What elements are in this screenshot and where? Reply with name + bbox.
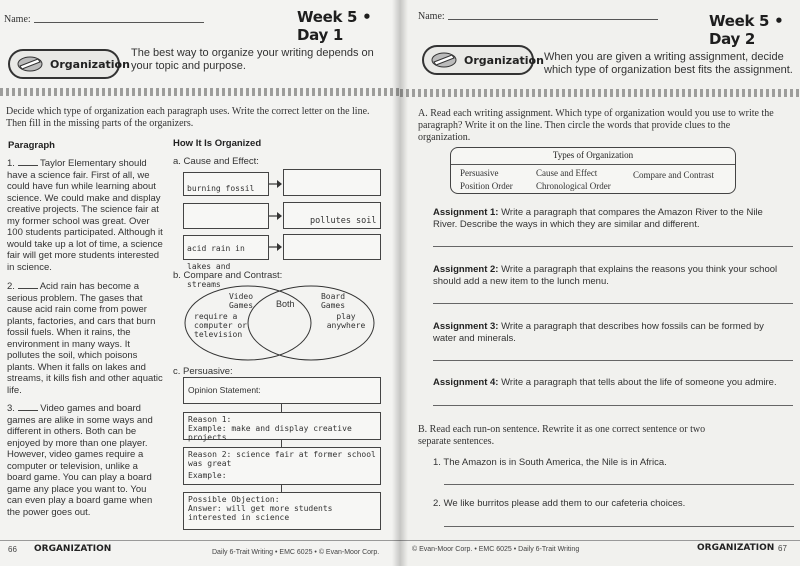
- venn-both: Both: [276, 299, 295, 309]
- name-line: [448, 19, 658, 20]
- runon-2: [433, 498, 783, 510]
- opinion-box[interactable]: [183, 377, 381, 404]
- connector-line: [281, 404, 282, 412]
- compare-contrast-label: b. Compare and Contrast:: [173, 270, 283, 281]
- runon-number: 2.: [433, 498, 441, 509]
- footer-divider: [400, 540, 800, 541]
- assignment-text: Write a paragraph that explains the reasons you think your school should add a new item to the lunch menu.: [433, 264, 778, 287]
- types-of-organization-box: [450, 147, 736, 194]
- reason-1-label: Reason 1:: [188, 415, 232, 424]
- week-day-title: Week 5 • Day 1: [297, 8, 372, 44]
- effect-box-1[interactable]: [283, 169, 381, 196]
- paragraph-number: 2.: [7, 281, 15, 292]
- instructions: Decide which type of organization each paragraph uses. Write the correct letter on the line. Then fill in the missing parts of the organizers.: [6, 106, 370, 129]
- types-title: Types of Organization: [552, 150, 634, 160]
- intro-text: When you are given a writing assignment, decide which type of organization best fits the assignment.: [544, 51, 793, 76]
- runon-text: We like burritos please add them to our cafeteria choices.: [443, 498, 686, 509]
- types-divider: [451, 164, 735, 165]
- footer-divider: [0, 540, 400, 541]
- assignment-label: Assignment 3:: [433, 321, 499, 332]
- section-b-instructions: B. Read each run-on sentence. Rewrite it as one correct sentence or two separate sentences.: [418, 424, 706, 447]
- paragraph-text: Acid rain has become a serious problem. The gases that cause acid rain come from power plants, factories, and cars that burn fossil fuels. When it rains, the environment in many ways. It pollutes the soil, which poisons plants. When it falls on lakes and streams, it kills fish and other aquatic life.: [7, 281, 163, 396]
- reason-1-example: Example: make and display creative projects: [188, 424, 352, 442]
- cause-box-2[interactable]: [183, 203, 269, 229]
- effect-box-3[interactable]: [283, 234, 381, 260]
- answer-line[interactable]: [444, 526, 794, 527]
- effect-text-2: pollutes soil: [310, 216, 377, 226]
- answer-line[interactable]: [433, 303, 793, 304]
- badge-label: Organization: [50, 58, 130, 71]
- assignment-4: [433, 377, 783, 389]
- arrow-right-icon: [269, 242, 283, 252]
- paragraph-1: [7, 158, 163, 273]
- venn-left-text: require a computer or television: [194, 312, 247, 339]
- book-gutter: [392, 0, 408, 566]
- venn-right-title: Board Games: [320, 292, 346, 310]
- footer-title: ORGANIZATION: [697, 543, 775, 553]
- how-organized-heading: How It Is Organized: [173, 138, 262, 149]
- cause-text-3: acid rain in lakes and streams: [187, 244, 245, 289]
- pencil-icon: [16, 54, 44, 74]
- cause-box-1[interactable]: [183, 172, 269, 196]
- paragraph-text: Taylor Elementary should have a science fair. First of all, we could have fun while learning about science. We could make and display creative projects. The science fair at my former school was great. Over 100 students participated. Although it would take up a lot of time, a science fair will get more students interested in science.: [7, 158, 163, 273]
- page-number: 67: [778, 544, 787, 553]
- section-a-instructions: A. Read each writing assignment. Which type of organization would you use to write the paragraph? Write it on the line. Then circle the words that provide clues to the organization.: [418, 108, 774, 143]
- paragraph-number: 1.: [7, 158, 15, 169]
- paragraph-text: Video games and board games are alike in some ways and different in others. Both can be enjoyed by more than one player. However, video games require a computer or television, unlike a board game. You can play a board game any place you want to. You can even play a board game when the power goes out.: [7, 403, 153, 518]
- assignment-label: Assignment 2:: [433, 264, 499, 275]
- answer-blank[interactable]: [18, 288, 38, 289]
- footer-credit: Daily 6-Trait Writing • EMC 6025 • © Evan-Moor Corp.: [212, 549, 380, 556]
- right-page: [400, 0, 800, 566]
- connector-line: [281, 440, 282, 447]
- organization-badge: [8, 49, 130, 79]
- answer-line[interactable]: [433, 246, 793, 247]
- cause-effect-label: a. Cause and Effect:: [173, 156, 259, 167]
- type-cause-effect: Cause and Effect: [536, 168, 598, 178]
- assignment-2: [433, 264, 783, 288]
- runon-1: [433, 457, 783, 469]
- type-compare-contrast: Compare and Contrast: [633, 170, 714, 180]
- assignment-text: Write a paragraph that compares the Amazon River to the Nile River. Describe the ways in which they are similar and different.: [433, 207, 763, 230]
- reason-1-box[interactable]: [183, 412, 381, 440]
- answer-blank[interactable]: [18, 165, 38, 166]
- answer-line[interactable]: [433, 360, 793, 361]
- assignment-3: [433, 321, 783, 345]
- reason-2-label: Reason 2: science fair at former school was great: [188, 450, 376, 468]
- paragraph-2: [7, 281, 163, 396]
- persuasive-label: c. Persuasive:: [173, 366, 233, 377]
- runon-text: The Amazon is in South America, the Nile is in Africa.: [443, 457, 667, 468]
- reason-2-box[interactable]: [183, 447, 381, 485]
- type-persuasive: Persuasive: [460, 168, 499, 178]
- divider-stripe: [0, 88, 400, 96]
- paragraph-3: [7, 403, 163, 518]
- opinion-label: Opinion Statement:: [188, 385, 261, 395]
- badge-label: Organization: [464, 54, 544, 67]
- type-chronological-order: Chronological Order: [536, 181, 611, 191]
- connector-line: [281, 485, 282, 492]
- assignment-label: Assignment 4:: [433, 377, 499, 388]
- name-line: [34, 22, 204, 23]
- organization-badge: [422, 45, 544, 75]
- objection-label: Possible Objection:: [188, 495, 280, 504]
- assignment-label: Assignment 1:: [433, 207, 499, 218]
- answer-line[interactable]: [433, 405, 793, 406]
- answer-line[interactable]: [444, 484, 794, 485]
- arrow-right-icon: [269, 211, 283, 221]
- name-label: Name:: [418, 11, 445, 22]
- page-number: 66: [8, 545, 17, 554]
- objection-answer: Answer: will get more students interested in science: [188, 504, 333, 522]
- answer-blank[interactable]: [18, 410, 38, 411]
- week-day-title: Week 5 • Day 2: [709, 12, 784, 48]
- name-label: Name:: [4, 14, 31, 25]
- assignment-1: [433, 207, 783, 231]
- effect-box-2[interactable]: [283, 202, 381, 229]
- venn-right-text: play anywhere: [326, 312, 366, 330]
- assignment-text: Write a paragraph that tells about the life of someone you admire.: [501, 377, 777, 388]
- assignment-text: Write a paragraph that describes how fossils can be formed by water and minerals.: [433, 321, 764, 344]
- footer-credit: © Evan-Moor Corp. • EMC 6025 • Daily 6-Trait Writing: [412, 546, 580, 553]
- venn-left-title: Video Games: [228, 292, 254, 310]
- runon-number: 1.: [433, 457, 441, 468]
- intro-text: The best way to organize your writing depends on your topic and purpose.: [131, 47, 374, 72]
- objection-box[interactable]: [183, 492, 381, 530]
- footer-title: ORGANIZATION: [34, 544, 112, 554]
- divider-stripe: [400, 89, 800, 97]
- paragraph-heading: Paragraph: [8, 140, 55, 151]
- reason-2-example: Example:: [188, 471, 227, 480]
- cause-text-1: burning fossil: [187, 184, 255, 193]
- paragraph-number: 3.: [7, 403, 15, 414]
- type-position-order: Position Order: [460, 181, 513, 191]
- pencil-icon: [430, 50, 458, 70]
- arrow-right-icon: [269, 179, 283, 189]
